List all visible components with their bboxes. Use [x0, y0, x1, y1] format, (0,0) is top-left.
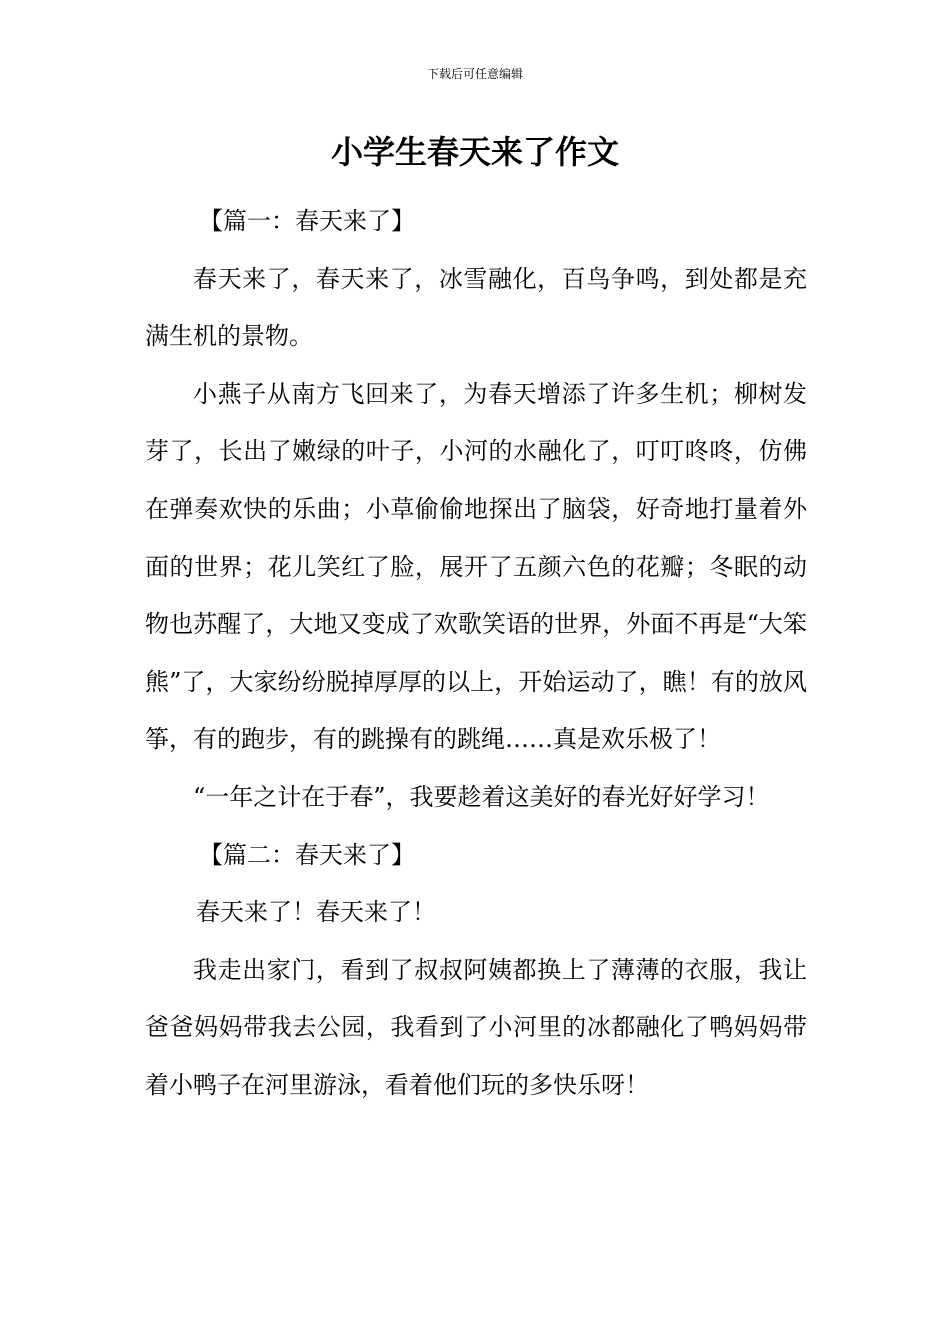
document-title: 小学生春天来了作文	[330, 133, 619, 171]
header-note: 下载后可任意编辑	[426, 67, 523, 81]
paragraph: 我走出家门，看到了叔叔阿姨都换上了薄薄的衣服，我让爸爸妈妈带我去公园，我看到了小河里的冰都融化了鸭妈妈带着小鸭子在河里游泳，看着他们玩的多快乐呀！	[145, 955, 807, 1099]
paragraph: “一年之计在于春”，我要趁着这美好的春光好好学习！	[193, 782, 770, 811]
document-body	[145, 193, 807, 1115]
paragraph: 小燕子从南方飞回来了，为春天增添了许多生机；柳树发芽了，长出了嫩绿的叶子，小河的水融化了，叮叮咚咚，仿佛在弹奏欢快的乐曲；小草偷偷地探出了脑袋，好奇地打量着外面的世界；花儿笑红了脸，展开了五颜六色的花瓣；冬眠的动物也苏醒了，大地又变成了欢歌笑语的世界，外面不再是“大笨熊”了，大家纷纷脱掉厚厚的以上，开始运动了，瞧！有的放风筝，有的跑步，有的跳操有的跳绳……真是欢乐极了！	[145, 379, 807, 754]
paragraph: 春天来了，春天来了，冰雪融化，百鸟争鸣，到处都是充满生机的景物。	[145, 264, 807, 351]
section-heading-1: 【篇一：春天来了】	[199, 207, 415, 235]
section-heading-2: 【篇二：春天来了】	[199, 840, 415, 869]
paragraph: 春天来了！春天来了！	[196, 898, 436, 927]
